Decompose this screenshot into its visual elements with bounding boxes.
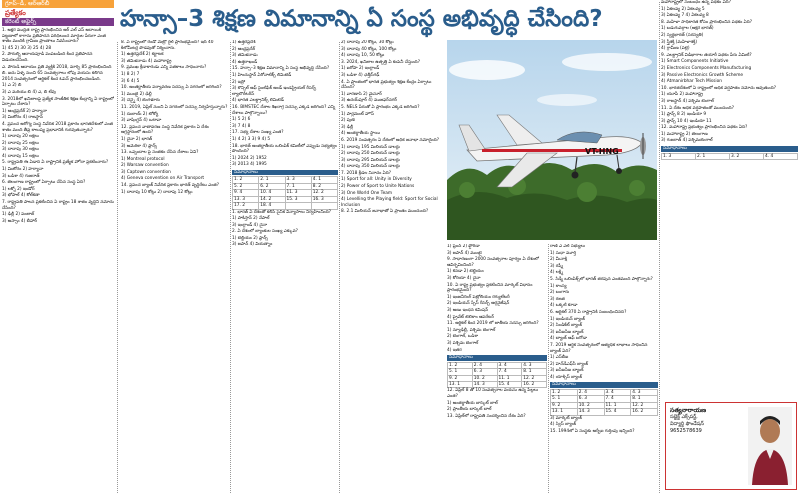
question-line: 2) స్వర్ణభారత్‌ (సరస్వతి) (661, 32, 704, 38)
answer-cell: 15. 4 (497, 381, 522, 387)
question-line: 1) 8 2) 7 (121, 71, 140, 77)
answer-cell: 9. 4 (233, 190, 259, 196)
question-line: 4. ప్రపంచ ఆరోగ్య సంస్థ నివేదిక 2018 ప్రకారం భారతదేశంలో ఎంత శాతం మంది తీవ్ర కాలుష్య ప్రభావానికి గురవుతున్నారు? (2, 121, 113, 133)
question-line: 3) దాదాపు 30 లక్షలు (2, 147, 39, 153)
answer-cell: 1. 2 (551, 390, 578, 396)
question-line: 2) Warsaw convention (121, 163, 169, 169)
question-line: 2) ఆంధ్రప్రదేశ్‌ (232, 46, 255, 52)
question-line: 2. పౌరుల్ని ఆదాయపూడి పంపబడింది కింద ప్రతిపాదన విడుదలచేసింది. (2, 52, 93, 63)
question-line: 10. అంతర్జాతీయ పర్యావరణ సదస్సు ఏ నగరంలో జరిగింది? (121, 85, 222, 91)
question-line: 15. హన్సా–3 శిక్షణ విమానాన్ని ఏ సంస్థ అభివృద్ధి చేసింది? (232, 66, 330, 72)
answers-title: సమాధానాలు (661, 146, 798, 152)
question-line: 3) ఒడిశా 4) గుజరాత్‌ (2, 173, 40, 179)
question-line: 3) ఐసీఐసీఐ బ్యాంక్‌ (550, 368, 584, 374)
question-line: 2) Electronics Components Manufacturing (661, 65, 752, 71)
answer-cell: 5. 1 (448, 369, 473, 375)
question-line: 3) అణు ఇంధన కమిషన్‌ (447, 307, 489, 313)
question-list (447, 388, 547, 419)
answers-table (550, 389, 658, 416)
answers-row (448, 381, 547, 387)
question-line: 1. భారత్‌ ఏ దేశంతో కలిసి సైనిక విన్యాసాలు నిర్వహించింది? (232, 209, 332, 215)
question-line: 2) పుణె (341, 118, 355, 124)
question-line: 3) Passive Electronics Growth Scheme (661, 72, 744, 78)
question-line: 9. సాధారణంగా 2000 సంవత్సరాల పూర్వం ఏ దేశంలో ఆవిర్భవించింది? (447, 257, 539, 268)
answer-cell: 2. 4 (472, 362, 497, 368)
author-name: సత్యనారాయణ (670, 407, 707, 414)
question-line: 12. మహారాష్ట్ర ప్రభుత్వం ప్రారంభించిన పథకం ఏది? (661, 125, 748, 131)
question-line: బి. ఐదు ఏళ్ళ నుంచి 65 సంవత్సరాలు లోపు వయసు కలిగిన 2014 సంవత్సరంలో ఆర్టికల్ కింద ఓపెన్ ప్రారంభించబడింది. (2, 71, 103, 82)
question-line: 4) ఒక్కటి కూడా (550, 303, 578, 309)
answer-cell: 16. 2 (631, 409, 658, 415)
question-line: 2) సిండికేట్‌ బ్యాంక్‌ (550, 323, 582, 329)
section-tag-group: గ్రూప్‌–డీ, ఆర్‌ఆర్‌బీ (2, 0, 114, 8)
aircraft-registration: VT-HNG (585, 147, 619, 156)
answer-cell: 16. 3 (311, 196, 337, 202)
question-line: 4) Levelling the Playing field: Sport for Social Inclusion (341, 197, 438, 208)
question-line: 2) దాదాపు 250 మిలియన్‌ డాలర్లు (341, 151, 400, 157)
question-line: రాణి ఎ ఎల్‌ సభ్యులు (550, 244, 586, 249)
question-line: 9. ప్రముఖ క్రీడాకారుడు ఎన్ని పతకాలు సాధించారు? (121, 65, 207, 71)
question-line: 1) మహారాష్ట్ర 2) తెలంగాణ (661, 131, 708, 137)
answer-cell (285, 203, 311, 209)
question-line: 2) ఇండియన్‌ స్పేస్‌ రీసెర్చ్‌ ఆర్గనైజేషన్‌ (447, 301, 510, 307)
question-line: 11. ఏ దేశం అధిక వర్షపాతంతో ముందుంది? (661, 105, 734, 111)
author-info (670, 407, 742, 435)
question-line: 1) 2024 2) 1952 (232, 155, 267, 161)
question-line: 1) Sport for all: Unity in Diversity (341, 177, 412, 183)
question-line: 1) న్యూఢిల్లీ, పశ్చిమ బెంగాల్‌ (447, 327, 496, 333)
question-line: 4) అంతర్జాతీయ స్థాయి (341, 131, 380, 137)
question-line: 18. భారత్‌ అంతర్జాతీయ ఒలింపిక్‌ కమిటీలో ఎప్పుడు సభ్యత్వం పొందింది? (232, 143, 337, 155)
question-line: 3) ఫ్రాన్స్‌ 10 4) ఇండియా 11 (661, 118, 712, 124)
question-line: 10. ఏ రాష్ట్ర ప్రభుత్వం ప్రకటించిన మార్కెట్‌ విధానం ప్రారంభమైంది? (447, 282, 533, 294)
question-line: 3) ఇంగ్లాండ్‌ 4) చైనా (232, 222, 268, 228)
question-line: 3) One World One Team (341, 190, 393, 196)
question-line: 3) తమిళనాడు (232, 53, 258, 59)
question-line: 1) ఐరోపా 2) ఇంగ్లాండ్‌ (341, 66, 380, 72)
question-line: 10. భారతదేశంలో ఏ రాష్ట్రంలో అధిక వర్షపాతం నమోదు అవుతుంది? (661, 85, 777, 91)
answer-cell: 10. 4 (259, 190, 285, 196)
answer-cell: 1. 2 (448, 362, 473, 368)
answer-cell: 15. 3 (285, 196, 311, 202)
column-2 (121, 40, 229, 493)
answer-cell: 12. 2 (631, 402, 658, 408)
answer-cell: 7. 4 (604, 396, 631, 402)
question-line: 4) యాక్సిస్‌ బ్యాంక్‌ (550, 374, 582, 380)
question-line: 1) లక్నో 2) ఇండోర్‌ (2, 186, 35, 192)
question-line: 4) ప్రైవేట్‌ టెలికాం ఆపరేటర్‌ (447, 314, 494, 320)
answer-cell: 3. 4 (604, 390, 631, 396)
answer-cell: 13. 1 (448, 381, 473, 387)
question-line: 4) బ్యాంక్‌ ఆఫ్‌ బరోడా (550, 336, 587, 342)
answer-cell: 16. 2 (522, 381, 547, 387)
answer-cell: 7. 1 (285, 183, 311, 189)
answers-table (447, 362, 547, 389)
question-line: 3) జపాన్‌ 4) వియత్నాం (232, 242, 273, 248)
question-line: 3) తమిళనాడు 4) మహారాష్ట్ర (121, 58, 172, 64)
question-line: 8. మహిళా సాధికారత కోసం ప్రారంభించిన పథకం ఏది? (661, 19, 753, 25)
question-line: 3) అస్సాం 4) బీహార్‌ (2, 218, 37, 224)
question-line: 1) పాకిస్తాన్‌ 2) నేపాల్‌ (232, 216, 270, 222)
answers-title: సమాధానాలు (447, 355, 547, 361)
question-list (550, 416, 658, 435)
answer-cell: 6. 3 (577, 396, 604, 402)
answer-cell: 4. 1 (311, 177, 337, 183)
question-line: 3) 2013 4) 1995 (232, 162, 267, 168)
question-line: 3) 6 4) 5 (121, 78, 140, 84)
question-line: 6. 2019 సంవత్సరం ఏ దేశంలో అధిక జనాభా నమోదైంది? (341, 137, 440, 143)
answer-cell: 4. 3 (522, 362, 547, 368)
question-line: 3) భోపాల్‌ 4) కోల్‌కతా (2, 193, 40, 199)
author-title: సబ్జెక్ట్‌ ఎక్స్‌పర్ట్‌, (670, 414, 698, 420)
answer-cell: 7. 4 (497, 369, 522, 375)
answer-cell: 14. 3 (472, 381, 497, 387)
answers-row (551, 409, 658, 415)
question-line: 1) యూపీ 2) మహారాష్ట్ర (661, 92, 703, 98)
question-line: 1) Smart Components Initiative (661, 59, 729, 65)
question-line: 1) ఆంధ్రప్రదేశ్ 2) హర్యానా (2, 108, 47, 114)
question-line: 4) స్విస్‌ బ్యాంక్‌ (550, 422, 576, 428)
question-line: 3) రజత (550, 296, 565, 302)
answer-cell: 3. 4 (497, 362, 522, 368)
question-line: 3) పశ్చిమ బెంగాల్‌ (447, 340, 479, 346)
question-line: 1) ఎ 2) బి (2, 83, 22, 89)
question-line: 8. 2.1 మిలియన్‌ జనాభాతో ఏ ప్రాంతం ముందుంది? (341, 209, 429, 215)
question-line: 4) గ్రామీణ (పల్లె) (661, 46, 690, 52)
question-line: 1) పార్లమెంట్‌ హౌస్‌ (341, 111, 374, 117)
question-line: 1) 5 2) 6 (232, 117, 251, 123)
question-line: 4) లక్ష్మి (550, 270, 563, 276)
answer-cell: 3. 3 (285, 177, 311, 183)
question-line: 2) మీనాక్షి (550, 257, 568, 263)
answer-cell: 11. 1 (604, 402, 631, 408)
answer-cell: 5. 1 (551, 396, 578, 402)
answer-cell: 4. 4 (764, 153, 798, 159)
column-6 (550, 244, 658, 493)
answer-cell: 3. 2 (730, 153, 764, 159)
question-line: 12. ఏప్రిల్‌ 8 తో 10 సంవత్సరాల వయసు ఉన్న పిల్లలు ఎంత? (447, 388, 539, 399)
answer-cell: 5. 2 (233, 183, 259, 189)
question-line: 4) Atmanirbhar Tech Mission (661, 79, 722, 85)
question-line: 2) దాదాపు 25 లక్షలు (2, 140, 39, 146)
answer-cell (311, 203, 337, 209)
answer-cell: 11. 3 (285, 190, 311, 196)
question-line: 1) మిజోరం 2) హర్యానా (2, 167, 44, 173)
question-line: 1) ఇండియన్‌ బ్యాంక్‌ (550, 316, 585, 322)
answers-row (233, 203, 338, 209)
question-line: 3) మిజోరం 4) రాజస్థాన్‌ (2, 115, 43, 121)
answer-cell: 14. 2 (259, 196, 285, 202)
answer-cell: 12. 2 (311, 190, 337, 196)
answers-title: సమాధానాలు (550, 382, 658, 388)
question-line: 1) అంతర్జాతీయ బాస్కెట్‌ బాల్‌ (447, 400, 498, 406)
divider (339, 42, 340, 493)
column-4 (341, 40, 445, 493)
question-line: 4) దాదాపు 350 మిలియన్‌ డాలర్లు (341, 164, 400, 170)
question-line: 3. 2024, ఖనిజాల ఉత్పత్తి ఏ కంపెనీ చేస్తుంది? (341, 59, 420, 65)
question-line: 5. సిడ్నీ ఒలింపిక్స్‌లో భారత్‌ తరపున ఎంతమంది పాల్గొన్నారు? (550, 276, 653, 282)
answers-row (662, 153, 798, 159)
answer-cell: 6. 2 (259, 183, 285, 189)
answer-cell: 9. 2 (551, 402, 578, 408)
question-list (232, 210, 338, 249)
question-line: 3) 7 4) 8 (232, 123, 251, 129)
question-line: 3) చెన్నై 4) బెంగళూరు (121, 98, 160, 104)
section-tag-current-affairs: కరెంట్‌ అఫైర్స్‌ (2, 18, 114, 26)
question-line: 1) 4 2) 3 3) 9 4) 5 (232, 136, 271, 142)
aircraft-photo (447, 40, 657, 240)
question-line: 1) దాదాపు 10 కోట్లు 2) దాదాపు 12 కోట్లు (121, 189, 193, 195)
question-line: 3) ఢిల్లీ (341, 124, 354, 130)
question-line: 1) ఇంజనీరింగ్‌ పెట్రోలియం రెగ్యులేటరీ (447, 294, 510, 300)
question-line: 1) చైనా 2) భారత్‌ (121, 136, 153, 142)
question-line: 5. రాష్ట్రపతి ఈ ఏడాది ఏ రాష్ట్రానికి ప్రత్యేక హోదా ప్రకటించారు? (2, 160, 109, 166)
question-line: 7. 2019 ఆర్థిక సంవత్సరంలో అత్యధిక లాభాలు సాధించిన బ్యాంక్‌ ఏది? (550, 342, 648, 354)
answer-cell: 2. 4 (577, 390, 604, 396)
question-line: 3) కౌన్సిల్‌ ఆఫ్‌ సైంటిఫిక్‌ అండ్‌ ఇండస్ట్రియల్‌ రీసెర్చ్‌ ల్యాబొరేటరీస్‌ (232, 86, 317, 97)
author-box (665, 402, 797, 490)
question-line: 3) జపాన్‌ 4) ముంబై (447, 250, 482, 256)
divider (659, 2, 660, 493)
answer-cell: 1. 2 (233, 177, 259, 183)
page-title: హన్సా–3 శిక్షణ విమానాన్ని ఏ సంస్థ అభివృద్ధి చేసింది? (120, 6, 603, 32)
question-list (550, 244, 658, 380)
question-line: 3) కోరియా 4) చైనా (447, 275, 481, 281)
question-line: 1) ముంబై 2) ఢిల్లీ (121, 91, 152, 97)
question-line: 1. అక్షర ముద్రిత రాష్ట్ర ప్రారంభించిన ఆర్ ఎల్ ఎస్ ఆదాయికి పట్టణాలో కాగాను ప్రతిపాదన పరిధిలుంద మార్గుల పేరుగా ఎంత శాతం మందికి గ్రామీణ ప్రాంతాలు నివసించారు? (2, 28, 106, 45)
question-line: 15. 1994లో ఏ సంస్థకు ఆర్బీఐ గుర్తింపు ఇచ్చింది? (550, 428, 635, 434)
question-line: 1) వారణాసి 2) మైసూర్‌ (341, 91, 382, 97)
answer-cell: 1. 3 (662, 153, 696, 159)
answer-cell: 11. 1 (497, 375, 522, 381)
question-list (341, 40, 445, 215)
question-line: 1) సుధా మూర్తి (550, 250, 577, 256)
answer-cell: 8. 2 (311, 183, 337, 189)
answer-cell: 13. 3 (233, 196, 259, 202)
question-line: 1) ఉత్తరప్రదేశ్‌ (232, 40, 256, 45)
question-line: 1) కెనడా 2) బెల్జియం (447, 269, 484, 275)
question-line: 3) దాదాపు 40 కోట్లు, 100 కోట్లు (341, 46, 397, 52)
question-line: 3. 2018లో ఖనిజాలపై ప్రత్యేక సాంకేతిక శిక్షణ కేంద్రాన్ని ఏ రాష్ట్రంలో ఏర్పాటు చేశారు? (2, 96, 114, 108)
question-line: మహారాష్ట్రలో సంబంధం ఉన్న పథకం ఏది? (661, 0, 731, 5)
column-3 (232, 40, 338, 493)
question-line: 3) అమెరికా 4) ఫ్రాన్స్‌ (121, 143, 157, 149)
question-line: 2) ప్రాంతీయ బాస్కెట్‌ బాల్‌ (447, 407, 492, 413)
question-list (2, 28, 114, 224)
author-place: విద్యార్థి ఫౌండేషన్‌ (670, 421, 704, 427)
question-line: 2) దాదాపు 20 కోట్లు, 30 కోట్లు (341, 40, 394, 45)
answer-cell: 18. 4 (259, 203, 285, 209)
question-line: 3) రష్మీ (550, 263, 563, 269)
question-line: 8. ఏ రాష్ట్రంలో రెండో మెట్రో రైల్‌ ప్రారంభమైంది? ఇది 40 కిలోమీటర్ల పొడవుతో నిర్మించారు. (121, 40, 214, 51)
answer-cell: 10. 2 (472, 375, 497, 381)
answer-cell: 4. 3 (631, 390, 658, 396)
question-line: 14. ప్రపంచ బ్యాంక్ నివేదిక ప్రకారం భారత్‌ వృద్ధిరేటు ఎంత? (121, 183, 220, 189)
question-line: 1) ఎస్‌బీఐ (550, 355, 569, 361)
question-line: 3) ఏకలవ్య 7 4) ఏకలవ్య 8 (661, 13, 709, 19)
question-line: 1) దాదాపు 20 లక్షలు (2, 134, 39, 140)
answer-cell: 13. 1 (551, 409, 578, 415)
question-line: 1) ఢిల్లీ 2) పంజాబ్‌ (2, 212, 35, 218)
question-line: 1) ఫ్రెంచ్‌ 2) ఫ్లోరిడా (447, 244, 480, 249)
question-line: 2) ఇస్రో (232, 79, 246, 85)
answer-cell: 12. 2 (522, 375, 547, 381)
answer-cell: 14. 3 (577, 409, 604, 415)
question-line: 1) బడుగువర్గాల (అక్షర భారత్‌) (661, 26, 714, 32)
answer-cell: 2. 1 (259, 177, 285, 183)
column-5 (447, 244, 547, 493)
question-line: 4) ఇతర (447, 347, 462, 353)
question-line: 5. NELS పేరుతో ఏ ప్రారంభం ఎక్కడ జరిగింది? (341, 104, 420, 110)
question-line: 4) ఉత్తరాఖండ్‌ (232, 59, 258, 65)
author-phone: 9652578639 (670, 428, 702, 434)
question-line: 3) వాషింగ్టన్‌ 4) ఒటావా (121, 118, 162, 124)
question-list (661, 0, 798, 144)
question-line: 3) రాజస్థాన్‌ 4) పశ్చిమ బెంగాల్‌ (661, 98, 714, 104)
question-list (232, 40, 338, 168)
question-line: 9. ఎలక్ట్రానిక్‌ విడిభాగాల తయారీ పథకం పేరు ఏమిటి? (661, 52, 752, 58)
answers-table (232, 176, 338, 209)
question-line: 6. ఆర్టికల్‌ 370 ఏ రాష్ట్రానికి సంబంధించినది? (550, 309, 627, 315)
question-line: 1) దుబాయ్‌ 2) టోక్యో (121, 111, 159, 117)
question-line: 4) భారత ఎలక్ట్రానిక్స్‌ లిమిటెడ్‌ (232, 98, 284, 104)
question-line: 13. ఒప్పందాల పై సంతకం చేసిన దేశాలు ఏవి? (121, 150, 199, 156)
section-tag-special: ప్రత్యేకం (2, 9, 114, 18)
answer-cell: 17. 2 (233, 203, 259, 209)
question-line: 1) ఫ్రాన్స్‌ 8 2) ఇండియా 9 (661, 112, 707, 118)
divider (548, 244, 549, 493)
question-line: ఎ. పౌరుడి ఆదాయం ప్రతి వ్యక్తికి 2018, మార్చి 85 ప్రారంభించింది (2, 64, 112, 70)
question-line: 17. సభ్య దేశాల సంఖ్య ఎంత? (232, 130, 284, 136)
answer-cell: 15. 4 (604, 409, 631, 415)
question-line: 7. రాష్ట్రపతి పాలన ప్రకటించిన ఏ రాష్ట్రం 18 శాతం వృద్ధిని నమోదు చేసింది? (2, 200, 114, 211)
question-line: 3) ఒడిశా 4) ఛత్తీస్‌గఢ్‌ (341, 72, 380, 78)
question-line: 1) 45 2) 30 3) 25 4) 28 (2, 45, 52, 51)
question-line: 2) హెచ్‌డీఎఫ్‌సీ బ్యాంక్‌ (550, 361, 589, 367)
answers-table (661, 153, 798, 160)
question-line: 3) గుజరాత్‌ 4) పశ్చిమబెంగాల్‌ (661, 138, 713, 144)
question-line: 11. ఆర్టికల్‌ కింద 2019 లో జాతీయ సదస్సు జరిగింది? (447, 321, 539, 327)
divider (117, 42, 118, 493)
answer-cell: 9. 2 (448, 375, 473, 381)
question-line: 6. తెలంగాణ రాష్ట్రంలో ఏర్పాటు చేసిన సంస్థ ఏది? (2, 180, 86, 186)
question-line: 1) Montreal protocol (121, 156, 165, 162)
question-line: 12. ప్రపంచ వాతావరణ సంస్థ నివేదిక ప్రకారం ఏ దేశం అగ్రస్థానంలో ఉంది? (121, 124, 209, 136)
question-line: 2) Power of Sport to Unite Nations (341, 184, 415, 190)
answer-cell: 10. 2 (577, 402, 604, 408)
question-line: 3) ఐసీఐసీఐ బ్యాంక్‌ (550, 329, 584, 335)
question-line: 16. BIMSTEC దేశాల శిఖరాగ్ర సదస్సు ఎక్కడ జరిగింది? ఎన్ని దేశాలు పాల్గొన్నాయి? (232, 104, 336, 116)
question-line: 1) ఉత్తరప్రదేశ్ 2) కర్ణాటక (121, 52, 164, 58)
question-line: 3) ఉదయ్‌పూర్‌ 4) ముజఫర్‌నగర్‌ (341, 98, 397, 104)
question-line: 3) స్త్రీశక్తి (మహిళాశక్తి) (661, 39, 698, 45)
question-line: 2) బెంగాల్‌, ఒడిశా (447, 334, 479, 340)
question-line: 4. ఏ ప్రాంతంలో భారత ప్రభుత్వం శిక్షణ కేంద్రం ఏర్పాటు చేసింది? (341, 79, 432, 91)
question-line: 3) Captown convention (121, 169, 171, 175)
question-list (121, 40, 229, 195)
question-line: 3) ఎ మరియు బి 4) ఎ, బి లేవు (2, 89, 56, 95)
question-line: 4) దాదాపు 15 లక్షలు (2, 153, 39, 159)
question-list (447, 244, 547, 353)
divider (230, 42, 231, 493)
question-line: 1) హిందుస్థాన్‌ ఏరోనాటిక్స్‌ లిమిటెడ్‌ (232, 72, 292, 78)
answers-title: సమాధానాలు (232, 170, 338, 176)
question-line: 1) దాదాపు 195 మిలియన్‌ డాలర్లు (341, 144, 400, 150)
question-line: 11. 2019, ఏప్రిల్‌ నుంచి ఏ నగరంలో సదస్సు నిర్వహిస్తున్నారు? (121, 104, 228, 110)
author-photo (748, 407, 792, 485)
question-line: 4) Geneva convention on Air Transport (121, 176, 205, 182)
answer-cell: 8. 1 (522, 369, 547, 375)
question-line: 1) బెల్జియం 2) ఫ్రాన్స్‌ (232, 235, 268, 241)
question-line: 1) కాంస్య (550, 283, 567, 289)
aircraft-illustration (447, 40, 657, 240)
question-line: 2. ఏ దేశంలో బ్యాంకుల సంఖ్య ఎక్కువ? (232, 229, 298, 235)
question-line: 2) బంగారు (550, 290, 570, 296)
question-line: 3) మార్కెట్‌ బ్యాంక్‌ (550, 415, 582, 421)
question-line: 4) దాదాపు 10, 50 కోట్లు (341, 53, 385, 59)
answer-cell: 6. 3 (472, 369, 497, 375)
question-line: 3) దాదాపు 295 మిలియన్‌ డాలర్లు (341, 157, 400, 163)
question-line: 13. ఏప్రిల్‌లో రాష్ట్రపతి సందర్శించిన దేశం ఏది? (447, 413, 526, 419)
question-line: 1) ఏకలవ్య 2) ఏకలవ్య 5 (661, 6, 705, 12)
answer-cell: 2. 1 (696, 153, 730, 159)
answer-cell: 8. 1 (631, 396, 658, 402)
question-line: 7. 2018 క్రీడల నినాదం ఏది? (341, 170, 392, 176)
column-1 (2, 0, 114, 493)
